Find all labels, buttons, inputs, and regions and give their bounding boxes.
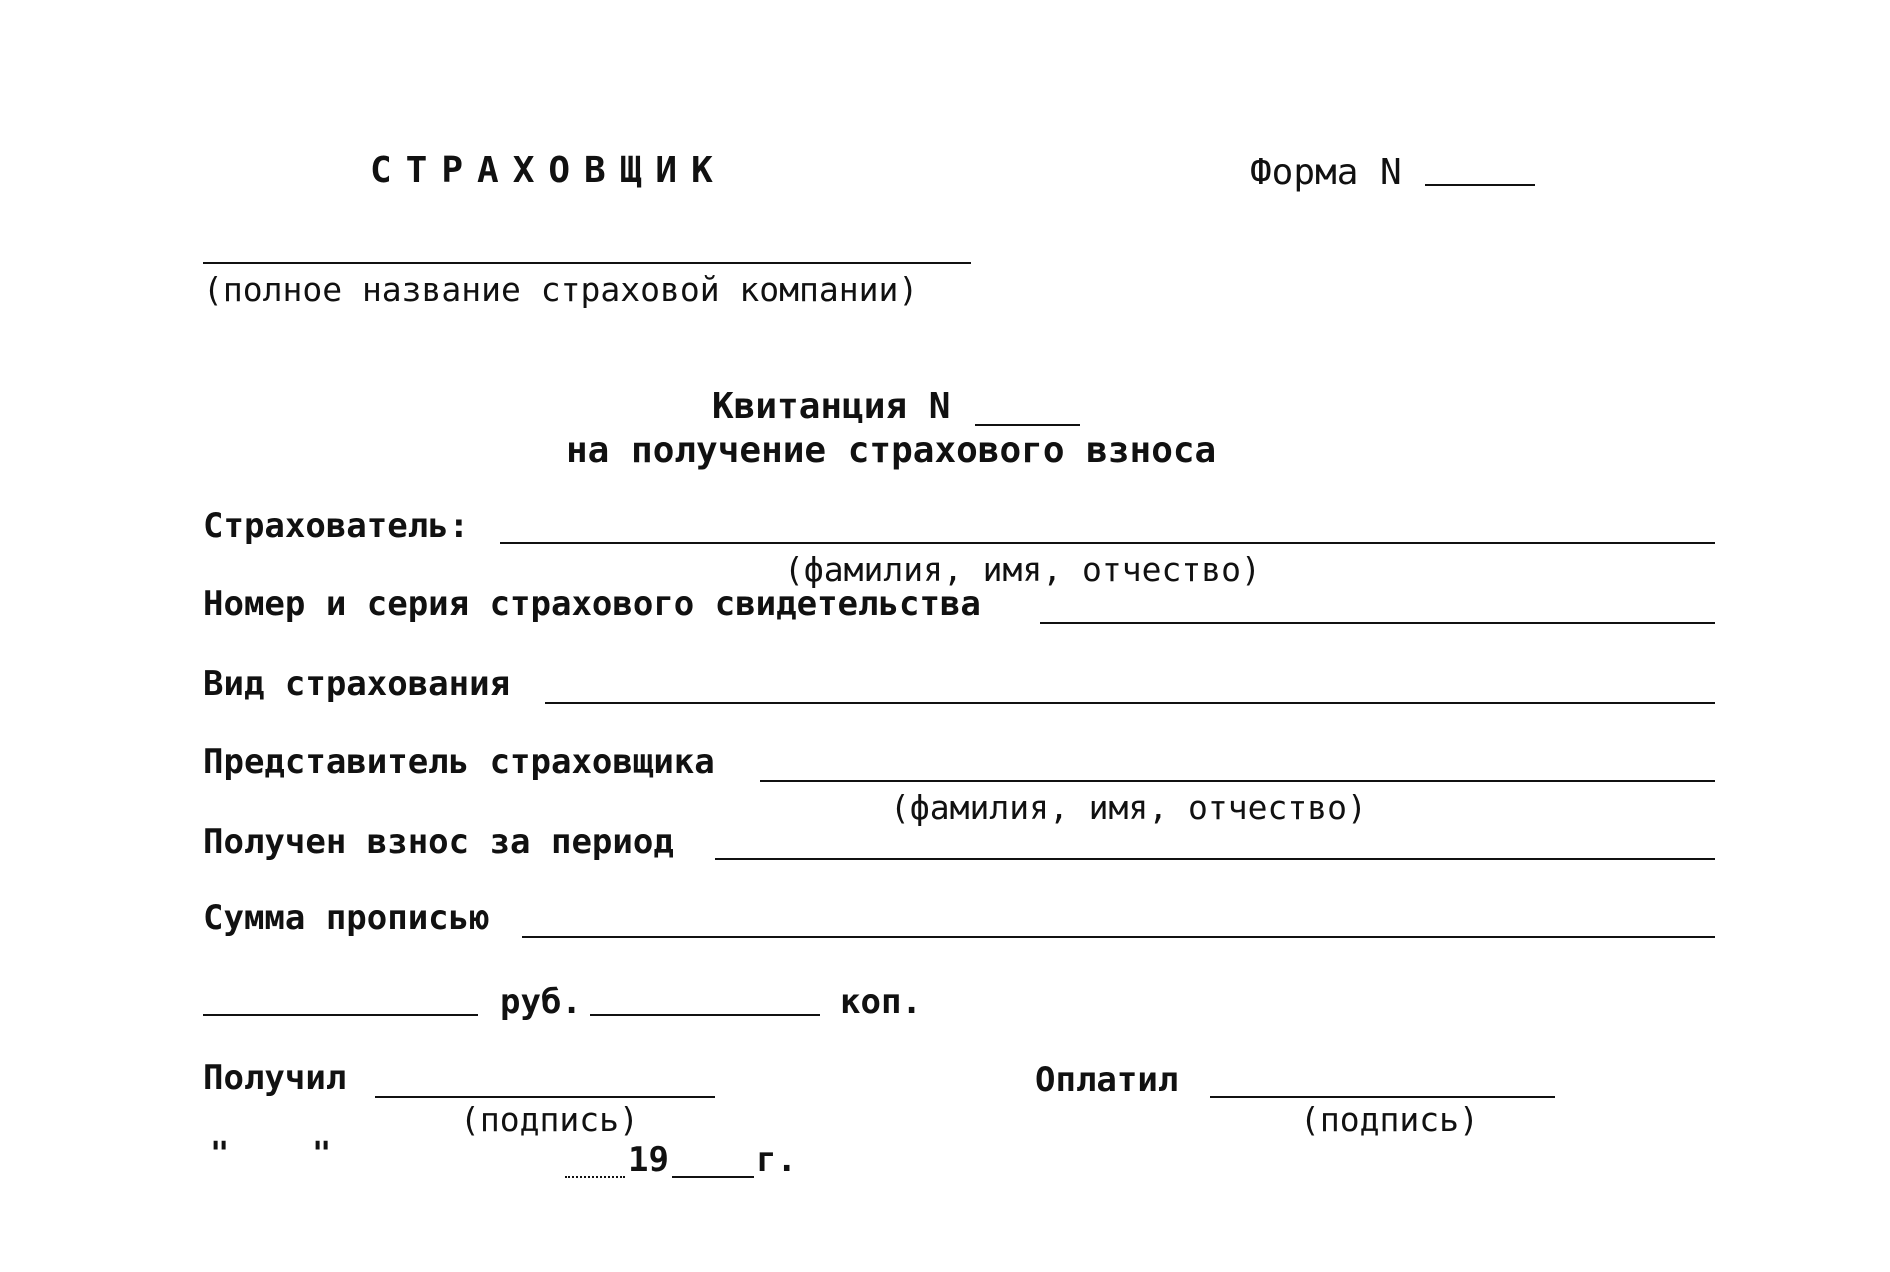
amount-words-label: Сумма прописью: [203, 898, 490, 938]
receipt-number-line[interactable]: [975, 424, 1080, 426]
amount-words-line[interactable]: [522, 936, 1715, 938]
form-number-label: Форма N: [1250, 152, 1402, 193]
date-quote-open: ": [210, 1134, 230, 1172]
paid-signature-line[interactable]: [1210, 1096, 1555, 1098]
representative-label: Представитель страховщика: [203, 742, 715, 782]
rub-amount-line[interactable]: [203, 1014, 478, 1016]
certificate-line[interactable]: [1040, 622, 1715, 624]
kop-label: коп.: [840, 982, 922, 1022]
rub-label: руб.: [500, 982, 582, 1022]
certificate-label: Номер и серия страхового свидетельства: [203, 584, 981, 624]
received-signature-line[interactable]: [375, 1096, 715, 1098]
company-name-caption: (полное название страховой компании): [203, 270, 919, 309]
form-number-line[interactable]: [1425, 184, 1535, 186]
paid-signature-caption: (подпись): [1300, 1100, 1479, 1139]
receipt-subtitle: на получение страхового взноса: [566, 430, 1217, 471]
received-signature-caption: (подпись): [460, 1100, 639, 1139]
policyholder-line[interactable]: [500, 542, 1715, 544]
insurer-title: СТРАХОВЩИК: [370, 150, 727, 191]
policyholder-caption: (фамилия, имя, отчество): [784, 550, 1261, 589]
date-quote-close: ": [312, 1134, 332, 1172]
policyholder-label: Страхователь:: [203, 506, 470, 546]
kop-amount-line[interactable]: [590, 1014, 820, 1016]
company-name-line[interactable]: [203, 262, 971, 264]
insurance-type-label: Вид страхования: [203, 664, 511, 704]
representative-caption: (фамилия, имя, отчество): [890, 788, 1367, 827]
date-month-line[interactable]: [565, 1176, 625, 1178]
representative-line[interactable]: [760, 780, 1715, 782]
received-label: Получил: [203, 1058, 347, 1098]
receipt-title: Квитанция N: [712, 386, 951, 427]
date-year-line[interactable]: [672, 1176, 754, 1178]
date-year-prefix: 19: [628, 1140, 669, 1180]
insurance-type-line[interactable]: [545, 702, 1715, 704]
period-label: Получен взнос за период: [203, 822, 674, 862]
paid-label: Оплатил: [1035, 1060, 1179, 1100]
period-line[interactable]: [715, 858, 1715, 860]
date-year-suffix: г.: [756, 1140, 797, 1180]
